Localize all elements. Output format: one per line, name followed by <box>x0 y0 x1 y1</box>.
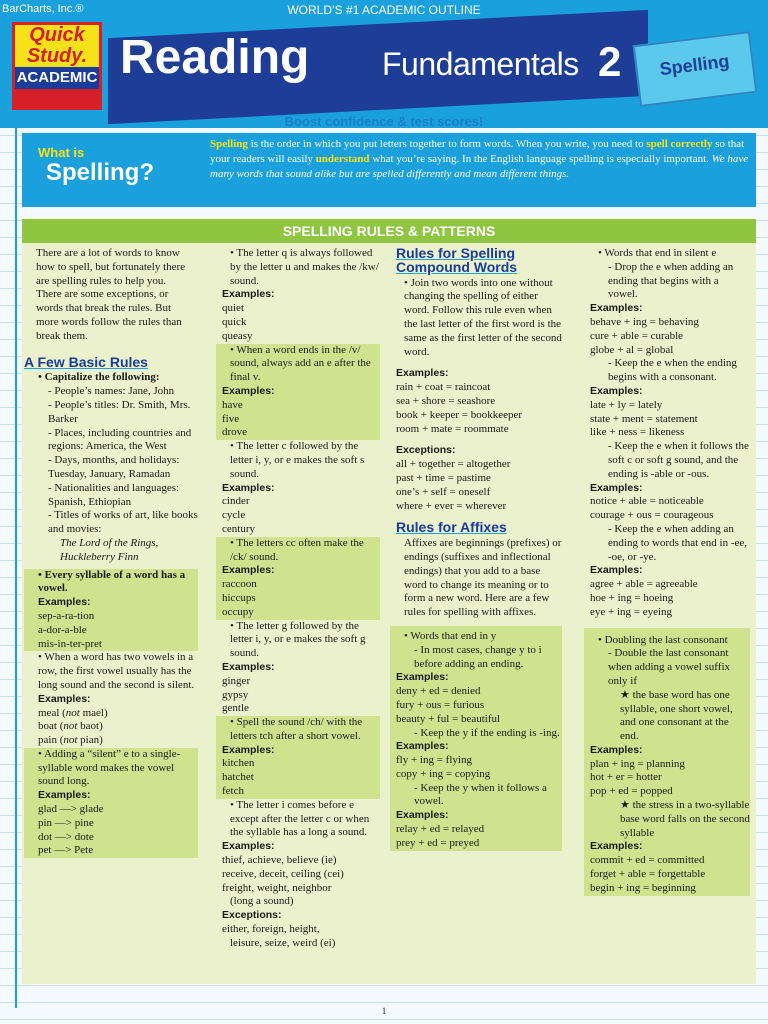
page-number: 1 <box>381 1006 387 1016</box>
example: state + ment = statement <box>590 412 698 425</box>
example: like + ness = likeness <box>590 426 685 439</box>
example: hot + er = hotter <box>590 771 662 784</box>
cap-item: - Nationalities and languages: Spanish, Ethiopian <box>48 481 180 508</box>
example: sea + shore = seashore <box>396 394 496 407</box>
example: pin —> pine <box>38 816 94 829</box>
example: boat (not baot) <box>38 720 103 733</box>
examples-label: Examples: <box>590 840 643 853</box>
example: commit + ed = committed <box>590 854 705 867</box>
rule-silent-e: • Adding a “silent” e to a single-syllable word makes the vowel sound long. <box>38 747 181 788</box>
example: freight, weight, neighbor <box>222 881 332 894</box>
cap-item: - Places, including countries and regions: America, the West <box>48 426 192 453</box>
example: notice + able = noticeable <box>590 495 704 508</box>
e-sub: - Drop the e when adding an ending that begins with a vowel. <box>608 260 734 301</box>
compound-heading: Compound Words <box>396 258 518 275</box>
example: fly + ing = flying <box>396 754 472 767</box>
column-4 <box>590 247 750 896</box>
basic-rules-heading: A Few Basic Rules <box>24 353 148 370</box>
spelling-label: Spelling? <box>46 159 154 186</box>
y-sub: - Keep the y when it follows a vowel. <box>414 781 547 808</box>
rule-q: • The letter q is always followed by the letter u and makes the /kw/ sound. <box>230 247 379 287</box>
column-1 <box>24 247 198 858</box>
example: rain + coat = raincoat <box>396 381 491 394</box>
examples-label: Examples: <box>222 840 275 853</box>
rule-doubling-block <box>584 628 750 896</box>
example: cure + able = curable <box>590 329 684 342</box>
compound-heading: Rules for Spelling <box>396 245 516 261</box>
example: quiet <box>222 302 244 315</box>
example: pain (not pian) <box>38 734 103 747</box>
what-is-label: What is <box>38 145 85 160</box>
example: courage + ous = courageous <box>590 509 714 522</box>
d-star: ★ the stress in a two-syllable base word falls on the second syllable <box>620 799 750 839</box>
logo-study: Study. <box>15 46 99 67</box>
examples-label: Examples: <box>222 743 275 756</box>
example: behave + ing = behaving <box>590 315 699 328</box>
exception: past + time = pastime <box>396 471 491 484</box>
titles-example: The Lord of the Rings, Huckleberry Finn <box>60 536 159 563</box>
rule-vowel: • Every syllable of a word has a vowel. <box>38 568 186 595</box>
example: five <box>222 412 240 425</box>
example: beauty + ful = beautiful <box>396 712 501 725</box>
rule-c: • The letter c followed by the letter i, y, or e makes the soft s sound. <box>230 440 365 480</box>
examples-label: Examples: <box>38 596 91 609</box>
exceptions-label: Exceptions: <box>222 909 282 922</box>
d-star: ★ the base word has one syllable, one short vowel, and one consonant at the end. <box>620 688 733 743</box>
examples-label: Examples: <box>222 384 275 397</box>
d-sub: - Double the last consonant when adding a vowel suffix only if <box>608 647 730 687</box>
example: gypsy <box>222 688 249 701</box>
e-sub: - Keep the e when adding an ending to words that end in -ee, -oe, or -ye. <box>608 522 747 563</box>
rule-ch-block <box>216 716 380 799</box>
examples-label: Examples: <box>590 564 643 577</box>
y-sub: - Keep the y if the ending is -ing. <box>414 726 560 739</box>
rule-compound: • Join two words into one without changing the spelling of either word. Follow this rule even when the last letter of the first word is the same as the first letter of the second word. <box>404 276 562 358</box>
example: queasy <box>222 329 253 342</box>
rule-cc-block <box>216 537 380 620</box>
examples-label: Examples: <box>396 809 449 822</box>
example: fetch <box>222 785 244 798</box>
examples-label: Examples: <box>590 743 643 756</box>
example: receive, deceit, ceiling (cei) <box>222 867 344 880</box>
rule-g: • The letter g followed by the letter i, y, or e makes the soft g sound. <box>230 619 366 660</box>
rule-vowel-block <box>24 569 198 652</box>
example: room + mate = roommate <box>396 422 509 435</box>
examples-label: Examples: <box>590 384 643 397</box>
exception: all + together = altogether <box>396 458 511 471</box>
exception: either, foreign, height, <box>222 923 320 936</box>
examples-label: Examples: <box>396 740 449 753</box>
exception: one’s + self = oneself <box>396 485 491 498</box>
examples-label: Examples: <box>222 481 275 494</box>
example: glad —> glade <box>38 803 104 816</box>
rule-ch: • Spell the sound /ch/ with the letters tch after a short vowel. <box>230 716 363 742</box>
example: occupy <box>222 605 254 618</box>
example: copy + ing = copying <box>396 767 491 780</box>
example: meal (not mael) <box>38 706 108 719</box>
example: ginger <box>222 674 251 687</box>
example: pop + ed = popped <box>590 785 673 798</box>
column-3 <box>396 247 562 851</box>
logo-academic: ACADEMIC <box>15 67 99 89</box>
rule-i-before-e: • The letter i comes before e except after the letter c or when the syllable has a long a sound. <box>230 798 370 839</box>
example: plan + ing = planning <box>590 757 685 770</box>
example: a-dor-a-ble <box>38 623 87 636</box>
logo-quick: Quick <box>15 25 99 46</box>
cap-item: - Days, months, and holidays: Tuesday, January, Ramadan <box>48 454 180 480</box>
examples-label: Examples: <box>38 692 91 705</box>
example: fury + ous = furious <box>396 698 485 711</box>
examples-label: Examples: <box>396 367 449 380</box>
rule-doubling: • Doubling the last consonant <box>598 633 728 646</box>
rule-silent-e-block <box>24 748 198 858</box>
publisher-name: BarCharts, Inc.® <box>2 3 84 15</box>
intro-text: There are a lot of words to know how to spell, but fortunately there are spelling rules to help you. There are some exceptions, or words that break the rules. But more words follow the rules than break them. <box>36 247 186 342</box>
example: sep-a-ra-tion <box>38 609 95 622</box>
affix-heading: Rules for Affixes <box>396 519 507 536</box>
volume-number: 2 <box>598 38 622 85</box>
example: begin + ing = beginning <box>590 881 696 894</box>
example: eye + ing = eyeing <box>590 605 673 618</box>
affix-intro: Affixes are beginnings (prefixes) or endings (suffixes and inflectional endings) that you add to a base word to change its meaning or to form a new word. Here are a few rules for spelling with affixes. <box>404 537 562 619</box>
example: globe + al = global <box>590 343 674 356</box>
example: quick <box>222 315 247 328</box>
example: kitchen <box>222 757 255 770</box>
example: pet —> Pete <box>38 844 94 857</box>
example: relay + ed = relayed <box>396 823 485 836</box>
rule-silent-e: • Words that end in silent e <box>598 247 717 259</box>
examples-label: Examples: <box>590 481 643 494</box>
e-sub: - Keep the e when the ending begins with a consonant. <box>608 357 737 384</box>
rule-v: • When a word ends in the /v/ sound, always add an e after the final v. <box>230 343 371 384</box>
example: deny + ed = denied <box>396 685 481 698</box>
example: late + ly = lately <box>590 398 663 411</box>
y-sub: - In most cases, change y to i before adding an ending. <box>414 643 542 670</box>
exceptions-label: Exceptions: <box>396 444 456 457</box>
series-tagline: WORLD’S #1 ACADEMIC OUTLINE <box>287 3 481 17</box>
example: century <box>222 522 255 535</box>
cap-item: - Titles of works of art, like books and movies: <box>48 509 198 536</box>
example: have <box>222 398 243 411</box>
margin-line <box>15 128 17 1008</box>
page-subtitle: Fundamentals <box>382 46 579 82</box>
examples-label: Examples: <box>590 302 643 315</box>
example: cinder <box>222 495 250 508</box>
example: hatchet <box>222 771 254 784</box>
examples-label: Examples: <box>396 671 449 684</box>
quickstudy-logo <box>12 22 102 110</box>
rule-cc: • The letters cc often make the /ck/ sound. <box>230 536 364 563</box>
page-title: Reading <box>120 31 310 84</box>
examples-label: Examples: <box>38 789 91 802</box>
tagline: Boost confidence & test scores! <box>284 114 484 129</box>
rules-header: SPELLING RULES & PATTERNS <box>22 219 756 243</box>
examples-label: Examples: <box>222 288 275 301</box>
e-sub: - Keep the e when it follows the soft c or soft g sound, and the ending is -able or -ous. <box>608 440 749 480</box>
example: forget + able = forgettable <box>590 868 706 881</box>
example: mis-in-ter-pret <box>38 637 102 650</box>
spelling-definition: Spelling is the order in which you put letters together to form words. When you write, you need to spell correctly so that your readers will easily understand what you’re saying. In the English language spelling is especially important. We have many words that sound alike but are spelled differently and mean different things. <box>210 138 749 180</box>
rule-v-block <box>216 344 380 441</box>
examples-label: Examples: <box>222 660 275 673</box>
example: prey + ed = preyed <box>396 836 480 849</box>
exception: where + ever = wherever <box>396 499 507 512</box>
topic-tab: Spelling <box>633 31 758 107</box>
cap-item: - People’s titles: Dr. Smith, Mrs. Barker <box>48 398 191 425</box>
what-is-spelling-box <box>22 133 756 207</box>
example: gentle <box>222 702 249 715</box>
example: (long a sound) <box>230 895 294 908</box>
example: drove <box>222 426 248 439</box>
rule-y-block <box>390 626 562 851</box>
example: dot —> dote <box>38 830 94 843</box>
example: cycle <box>222 509 246 522</box>
rule-two-vowels: • When a word has two vowels in a row, the first vowel usually has the long sound and the second is silent. <box>38 651 195 691</box>
example: hoe + ing = hoeing <box>590 591 674 604</box>
example: hiccups <box>222 591 256 604</box>
example: book + keeper = bookkeeper <box>396 408 523 421</box>
exception: leisure, seize, weird (ei) <box>230 936 336 949</box>
rule-capitalize: • Capitalize the following: <box>38 371 160 384</box>
examples-label: Examples: <box>222 564 275 577</box>
example: agree + able = agreeable <box>590 578 698 591</box>
example: raccoon <box>222 578 257 591</box>
rule-y: • Words that end in y <box>404 629 497 642</box>
cap-item: - People’s names: Jane, John <box>48 385 175 398</box>
column-2 <box>222 247 380 951</box>
example: thief, achieve, believe (ie) <box>222 854 337 867</box>
